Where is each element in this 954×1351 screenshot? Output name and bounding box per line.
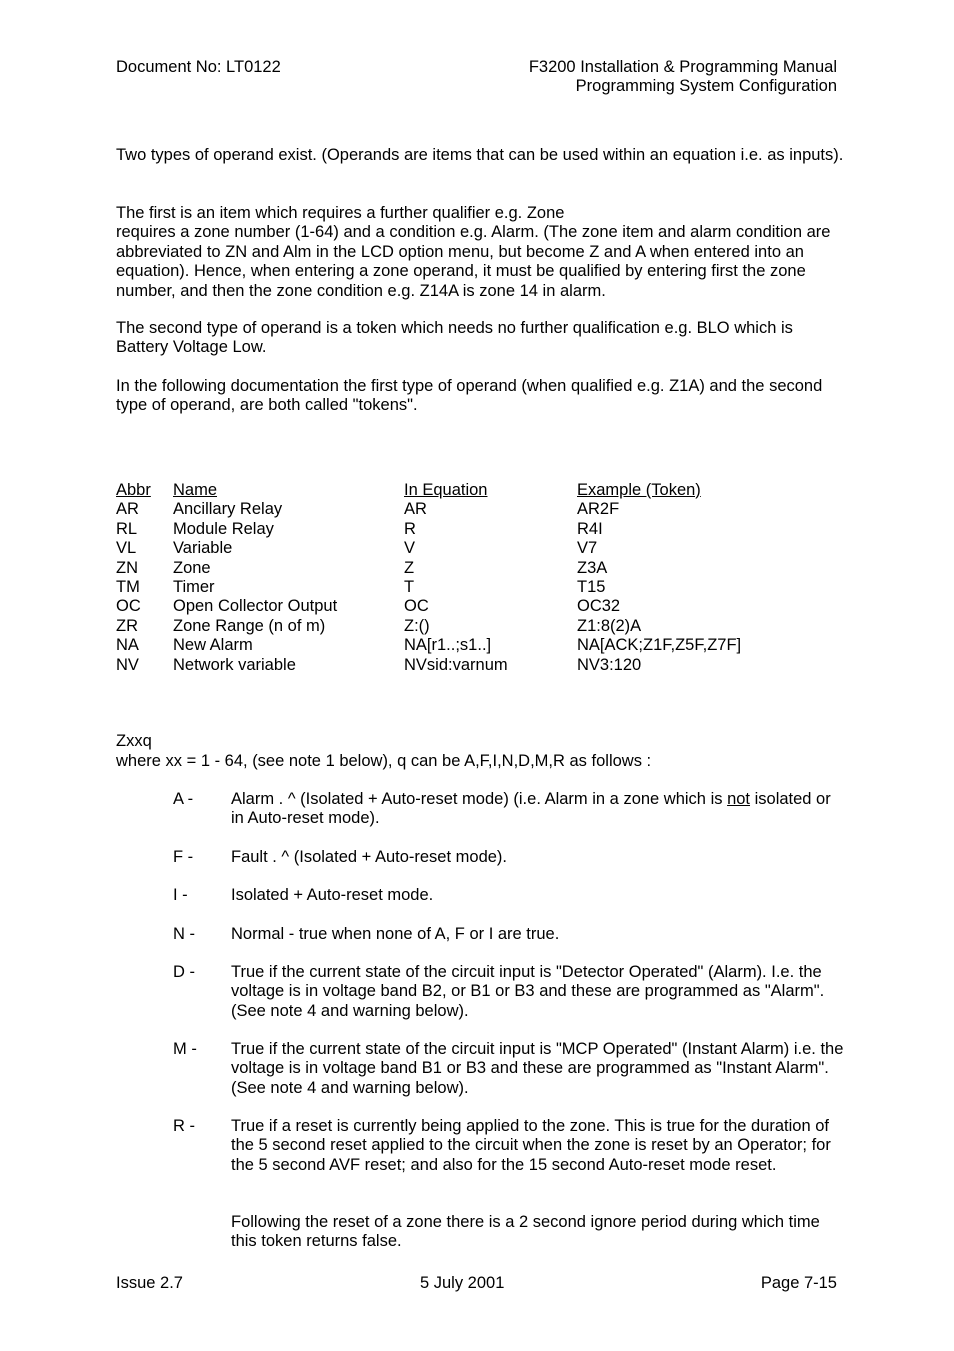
cell-equation: V <box>404 539 416 558</box>
intro-paragraph-2-body: requires a zone number (1-64) and a condition e.g. Alarm. (The zone item and alarm condition are abbreviated to ZN and Alm in the LCD option menu, but become Z and A when entered into an equation). Hence, when entering a zone operand, it must be qualified by entering first the zone number, and then the zone condition e.g. Z14A is zone 14 in alarm. <box>116 223 831 300</box>
cell-abbr: ZR <box>116 616 138 635</box>
table-row <box>116 520 837 539</box>
cell-example: NA[ACK;Z1F,Z5F,Z7F] <box>577 636 742 655</box>
intro-paragraph-2-line-1: The first is an item which requires a further qualifier e.g. Zone <box>116 204 565 222</box>
intro-paragraph-1: Two types of operand exist. (Operands are items that can be used within an equation i.e. as inputs). <box>116 146 844 164</box>
qualifier-text-d: True if the current state of the circuit input is "Detector Operated" (Alarm). I.e. the voltage is in voltage band B2, or B1 or B3 and these are programmed as "Alarm". (See note 4 and warning below). <box>231 963 825 1020</box>
document-number: Document No: LT0122 <box>116 58 281 76</box>
reset-followup-note: Following the reset of a zone there is a 2 second ignore period during which time this token returns false. <box>231 1213 820 1251</box>
cell-name: Variable <box>173 539 233 558</box>
manual-title: F3200 Installation & Programming Manual <box>528 58 837 76</box>
table-row <box>116 559 837 578</box>
cell-abbr: OC <box>116 597 141 616</box>
qualifier-text-r: True if a reset is currently being applied to the zone. This is true for the duration of the 5 second reset applied to the circuit when the zone is reset by an Operator; for the 5 second AVF reset; and also for the 15 second Auto-reset mode reset. <box>231 1117 831 1174</box>
qualifier-text-a-part1: Alarm . ^ (Isolated + Auto-reset mode) (i.e. Alarm in a zone which is <box>231 790 728 808</box>
qualifier-text-a-part2: isolated or in Auto-reset mode). <box>231 790 831 828</box>
cell-abbr: RL <box>116 519 138 538</box>
cell-name: Network variable <box>173 655 296 674</box>
cell-example: NV3:120 <box>577 655 642 674</box>
cell-equation: T <box>404 578 415 597</box>
cell-abbr: ZN <box>116 558 138 577</box>
cell-name: Ancillary Relay <box>173 500 283 519</box>
cell-example: R4I <box>577 519 603 538</box>
cell-example: AR2F <box>577 500 620 519</box>
qualifier-text-m: True if the current state of the circuit input is "MCP Operated" (Instant Alarm) i.e. the voltage is in voltage band B1 or B3 and these are programmed as "Instant Alarm". (See note 4 and warning below). <box>231 1040 844 1097</box>
qualifier-text-f: Fault . ^ (Isolated + Auto-reset mode). <box>231 848 507 866</box>
cell-name: Timer <box>173 578 215 597</box>
cell-abbr: NA <box>116 636 139 655</box>
cell-equation: R <box>404 519 416 538</box>
footer-issue: Issue 2.7 <box>116 1274 183 1292</box>
table-header-row <box>116 481 837 500</box>
zone-format: Zxxq <box>116 732 152 750</box>
table-row <box>116 539 837 558</box>
cell-name: Zone Range (n of m) <box>173 616 326 635</box>
cell-name: Open Collector Output <box>173 597 338 616</box>
cell-equation: OC <box>404 597 429 616</box>
table-row <box>116 597 837 616</box>
qualifier-text-a <box>231 790 846 829</box>
cell-equation: Z:() <box>404 616 430 635</box>
cell-example: Z1:8(2)A <box>577 616 642 635</box>
intro-paragraph-4: In the following documentation the first type of operand (when qualified e.g. Z1A) and the second type of operand, are both called "tokens". <box>116 377 823 415</box>
table-row <box>116 636 837 655</box>
table-row <box>116 656 837 675</box>
cell-abbr: NV <box>116 655 139 674</box>
cell-equation: AR <box>404 500 427 519</box>
cell-example: T15 <box>577 578 606 597</box>
qualifier-letter-a: A - <box>173 790 194 808</box>
cell-equation: NA[r1..;s1..] <box>404 636 492 655</box>
footer-page-number: Page 7-15 <box>760 1274 837 1292</box>
qualifier-text-i: Isolated + Auto-reset mode. <box>231 886 434 904</box>
operand-table <box>116 481 837 675</box>
cell-name: Zone <box>173 558 211 577</box>
qualifier-text-a-underlined: not <box>727 790 751 808</box>
intro-paragraph-2 <box>116 204 846 301</box>
qualifier-letter-n: N - <box>173 925 195 943</box>
cell-equation: Z <box>404 558 415 577</box>
qualifier-letter-d: D - <box>173 963 195 981</box>
table-row <box>116 578 837 597</box>
header-example: Example (Token) <box>577 481 701 499</box>
qualifier-letter-m: M - <box>173 1040 197 1058</box>
page-header-titles <box>529 58 837 97</box>
cell-example: Z3A <box>577 558 608 577</box>
header-in-equation: In Equation <box>404 481 488 499</box>
section-title: Programming System Configuration <box>575 77 837 96</box>
cell-abbr: TM <box>116 578 140 597</box>
header-name: Name <box>173 481 218 499</box>
cell-abbr: VL <box>116 539 137 558</box>
cell-abbr: AR <box>116 500 139 519</box>
qualifier-text-n: Normal - true when none of A, F or I are true. <box>231 925 560 943</box>
footer-date: 5 July 2001 <box>420 1274 505 1292</box>
cell-equation: NVsid:varnum <box>404 655 508 674</box>
zone-where: where xx = 1 - 64, (see note 1 below), q can be A,F,I,N,D,M,R as follows : <box>116 752 652 770</box>
qualifier-letter-i: I - <box>173 886 188 904</box>
qualifier-letter-f: F - <box>173 848 194 866</box>
table-row <box>116 500 837 519</box>
intro-paragraph-3: The second type of operand is a token which needs no further qualification e.g. BLO which is Battery Voltage Low. <box>116 319 793 357</box>
cell-name: New Alarm <box>173 636 253 655</box>
cell-example: V7 <box>577 539 598 558</box>
cell-name: Module Relay <box>173 519 274 538</box>
table-row <box>116 617 837 636</box>
cell-example: OC32 <box>577 597 621 616</box>
header-abbr: Abbr <box>116 481 151 499</box>
qualifier-letter-r: R - <box>173 1117 195 1135</box>
